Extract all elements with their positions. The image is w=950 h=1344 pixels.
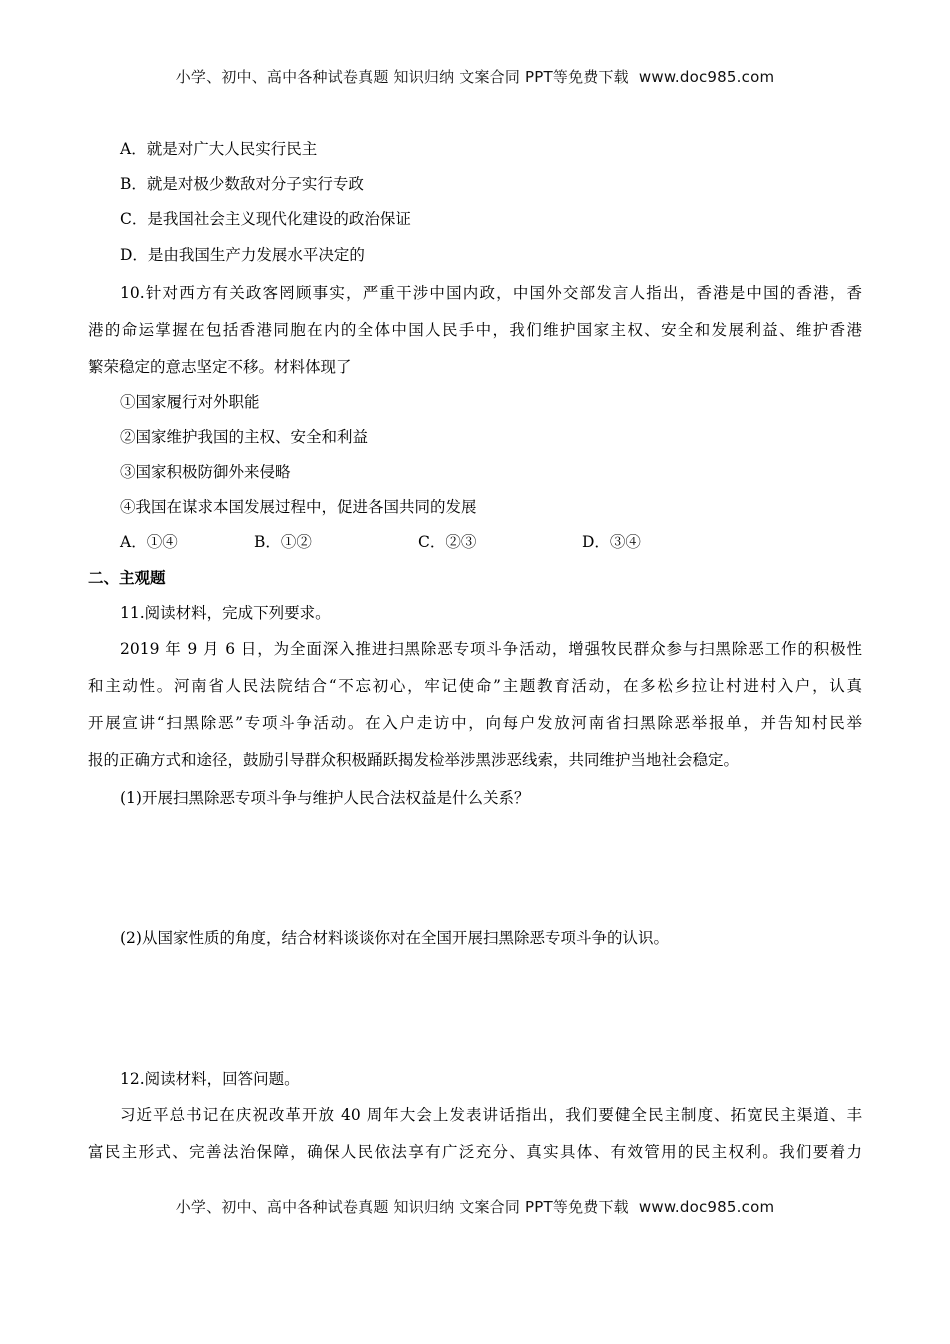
q11-material-line-2: 和主动性。河南省人民法院结合“不忘初心，牢记使命”主题教育活动，在多松乡拉让村进村入户，认真: [88, 677, 862, 695]
section-title: 二、主观题: [88, 569, 166, 587]
q10-stem-line-2: 港的命运掌握在包括香港同胞在内的全体中国人民手中，我们维护国家主权、安全和发展利益、维护香港: [88, 321, 862, 339]
q10-choices: [0, 532, 950, 554]
q10-choice-d: D．③④: [582, 533, 641, 551]
q9-option-b: B．就是对极少数敌对分子实行专政: [120, 175, 364, 193]
header-url[interactable]: www.doc985.com: [638, 68, 775, 86]
q9-option-c: C．是我国社会主义现代化建设的政治保证: [120, 210, 411, 228]
header-text: 小学、初中、高中各种试卷真题 知识归纳 文案合同 PPT等免费下载: [175, 68, 629, 86]
q12-material-line-1: 习近平总书记在庆祝改革开放 40 周年大会上发表讲话指出，我们要健全民主制度、拓宽民主渠道、丰: [120, 1106, 862, 1124]
footer-text: 小学、初中、高中各种试卷真题 知识归纳 文案合同 PPT等免费下载: [175, 1198, 629, 1216]
footer-url[interactable]: www.doc985.com: [638, 1198, 775, 1216]
q10-choice-c: C．②③: [418, 533, 477, 551]
q10-stem-line-1: 10.针对西方有关政客罔顾事实，严重干涉中国内政，中国外交部发言人指出，香港是中国的香港，香: [120, 284, 862, 302]
q11-material-line-3: 开展宣讲“扫黑除恶”专项斗争活动。在入户走访中，向每户发放河南省扫黑除恶举报单，并告知村民举: [88, 714, 862, 732]
q10-item-2: ②国家维护我国的主权、安全和利益: [120, 428, 369, 446]
q10-item-1: ①国家履行对外职能: [120, 393, 260, 411]
q12-intro: 12.阅读材料，回答问题。: [120, 1070, 300, 1088]
q11-subquestion-2: (2)从国家性质的角度，结合材料谈谈你对在全国开展扫黑除恶专项斗争的认识。: [120, 929, 669, 947]
q10-stem-line-3: 繁荣稳定的意志坚定不移。材料体现了: [88, 358, 352, 376]
q9-option-a: A．就是对广大人民实行民主: [120, 140, 318, 158]
q11-material-line-4: 报的正确方式和途径，鼓励引导群众积极踊跃揭发检举涉黑涉恶线索，共同维护当地社会稳定。: [88, 751, 740, 769]
page-footer: [0, 1196, 950, 1217]
q11-material-line-1: 2019 年 9 月 6 日，为全面深入推进扫黑除恶专项斗争活动，增强牧民群众参与扫黑除恶工作的积极性: [120, 640, 862, 658]
q12-material-line-2: 富民主形式、完善法治保障，确保人民依法享有广泛充分、真实具体、有效管用的民主权利。我们要着力: [88, 1143, 862, 1161]
q10-choice-a: A．①④: [120, 533, 178, 551]
q10-item-4: ④我国在谋求本国发展过程中，促进各国共同的发展: [120, 498, 477, 516]
q10-item-3: ③国家积极防御外来侵略: [120, 463, 291, 481]
q11-subquestion-1: (1)开展扫黑除恶专项斗争与维护人民合法权益是什么关系？: [120, 789, 530, 807]
q9-option-d: D．是由我国生产力发展水平决定的: [120, 246, 365, 264]
q11-intro: 11.阅读材料，完成下列要求。: [120, 604, 331, 622]
page-header: [0, 66, 950, 87]
q10-choice-b: B．①②: [254, 533, 312, 551]
